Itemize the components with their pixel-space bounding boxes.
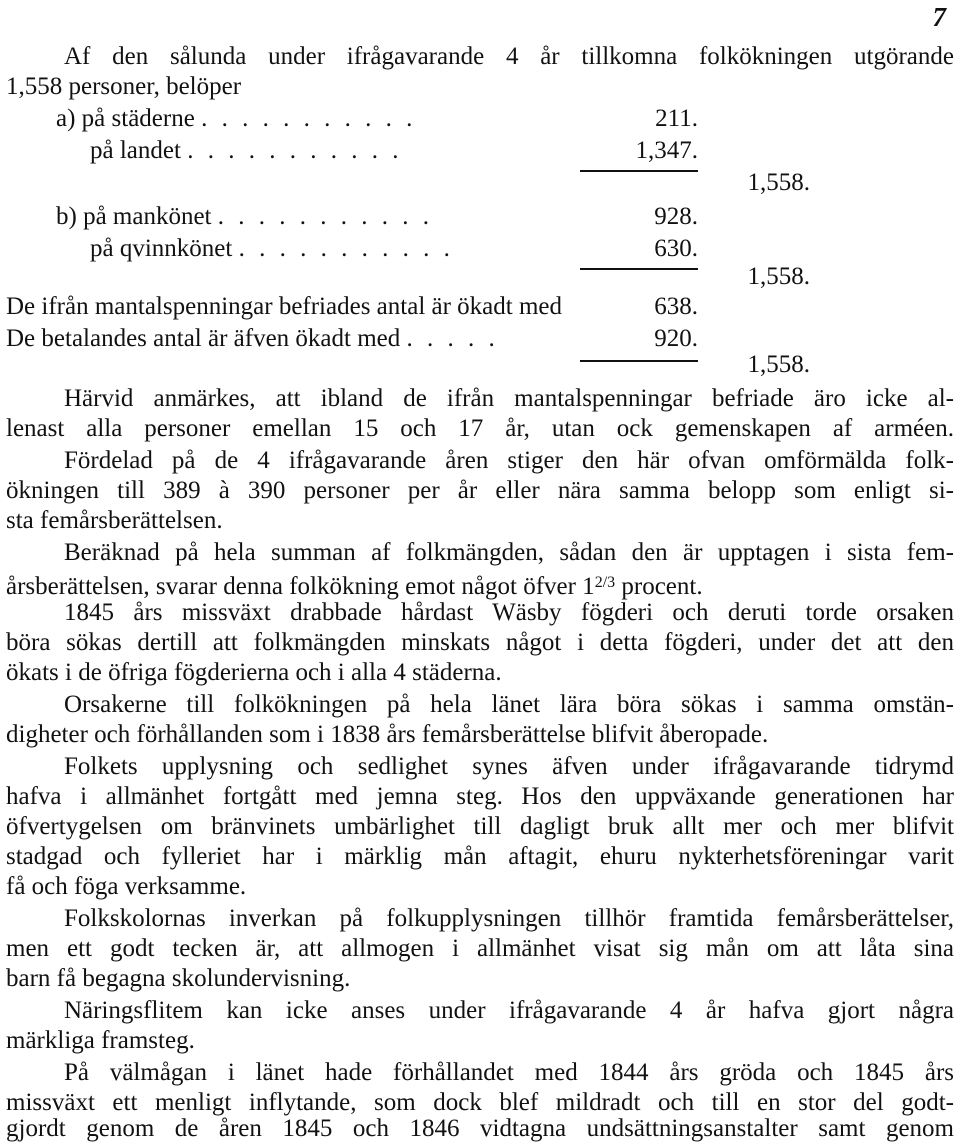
row-betalande (6, 324, 954, 354)
row-qvinnkon-label: på qvinnkönet (90, 235, 233, 262)
sum-rule-1 (580, 170, 698, 172)
page-number: 7 (932, 2, 946, 32)
row-stader (56, 104, 954, 134)
body-line-14: hafva i allmänhet fortgått med jemna steg. Hos den uppväxande generationen har (6, 783, 954, 810)
body-line-15: öfvertygelsen om bränvinets umbärlighet till dagligt bruk allt mer och mer blifvit (6, 813, 954, 840)
sum-rule-2 (580, 268, 698, 270)
body-line-23: På välmågan i länet hade förhållandet med 1844 års gröda och 1845 års (64, 1059, 954, 1086)
total-3: 1,558. (747, 351, 810, 378)
row-stader-dots: . . . . . . . . . . . (201, 105, 417, 132)
total-1: 1,558. (747, 169, 810, 196)
row-mankon-value: 928. (654, 203, 698, 230)
body-line-3: Fördelad på de 4 ifrågavarande åren stiger den här ofvan omförmälda folk- (64, 447, 954, 474)
row-landet-value: 1,347. (635, 137, 698, 164)
row-betalande-dots: . . . . . (406, 325, 499, 352)
sum-rule-3 (580, 360, 698, 362)
row-mankon-dots: . . . . . . . . . . . (217, 203, 434, 230)
body-line-4: ökningen till 389 à 390 personer per år eller nära samma belopp som enligt si- (6, 477, 954, 504)
row-betalande-value: 920. (654, 325, 698, 352)
body-line-24: missväxt ett menligt inflytande, som dock blef mildradt och till en stor del godt- (6, 1089, 954, 1116)
body-line-19: men ett godt tecken är, att allmogen i allmänhet visat sig mån om att låta sina (6, 935, 954, 962)
body-line-9: böra sökas dertill att folkmängden minskats något i detta fögderi, under det att den (6, 629, 954, 656)
body-line-10: ökats i de öfriga fögderierna och i alla 4 städerna. (6, 659, 502, 686)
row-landet-dots: . . . . . . . . . . . (187, 137, 403, 164)
row-befriade-label: De ifrån mantalspenningar befriades antal är ökadt med (6, 293, 563, 320)
body-line-6: Beräknad på hela summan af folkmängden, sådan den är upptagen i sista fem- (64, 539, 954, 566)
body-line-21: Näringsflitem kan icke anses under ifrågavarande 4 år hafva gjort några (64, 997, 954, 1024)
body-line-7-text: årsberättelsen, svarar denna folkökning emot något öfver 1 (6, 573, 595, 600)
body-line-11: Orsakerne till folkökningen på hela länet lära böra sökas i samma omstän- (64, 691, 954, 718)
body-line-18: Folkskolornas inverkan på folkupplysningen tillhör framtida femårsberättelser, (64, 905, 954, 932)
body-line-25: gjordt genom de åren 1845 och 1846 vidtagna undsättningsanstalter samt genom (6, 1115, 954, 1142)
percent-tail: procent. (615, 573, 703, 600)
row-qvinnkon (90, 234, 954, 264)
total-2: 1,558. (747, 263, 810, 290)
row-stader-value: 211. (655, 105, 698, 132)
body-line-17: få och föga verksamme. (6, 873, 247, 900)
body-line-8: 1845 års missväxt drabbade hårdast Wäsby fögderi och deruti torde orsaken (64, 599, 954, 626)
body-line-13: Folkets upplysning och sedlighet synes äfven under ifrågavarande tidrymd (64, 753, 954, 780)
row-qvinnkon-value: 630. (654, 235, 698, 262)
body-line-2: lenast alla personer emellan 15 och 17 år, utan ock gemenskapen af arméen. (6, 415, 954, 442)
body-line-1: Härvid anmärkes, att ibland de ifrån mantalspenningar befriade äro icke al- (64, 385, 954, 412)
body-line-22: märkliga framsteg. (6, 1027, 195, 1054)
intro-line-1: Af den sålunda under ifrågavarande 4 år tillkomna folkökningen utgörande (64, 43, 954, 70)
row-befriade (6, 292, 954, 322)
row-befriade-value: 638. (654, 293, 698, 320)
row-mankon (56, 202, 954, 232)
row-betalande-label: De betalandes antal är äfven ökadt med (6, 325, 401, 352)
body-line-5: sta femårsberättelsen. (6, 507, 223, 534)
body-line-7 (6, 568, 954, 602)
row-stader-label: a) på städerne (56, 105, 195, 132)
body-line-12: digheter och förhållanden som i 1838 års femårsberättelse blifvit åberopade. (6, 721, 769, 748)
row-qvinnkon-dots: . . . . . . . . . . . (238, 235, 454, 262)
body-line-16: stadgad och fylleriet har i märklig mån aftagit, ehuru nykterhetsföreningar varit (6, 843, 954, 870)
row-mankon-label: b) på mankönet (56, 203, 212, 230)
body-line-20: barn få begagna skolundervisning. (6, 965, 351, 992)
intro-line-2: 1,558 personer, belöper (6, 73, 242, 100)
row-landet (90, 136, 954, 166)
fraction: 2/3 (594, 574, 616, 591)
row-landet-label: på landet (90, 137, 181, 164)
